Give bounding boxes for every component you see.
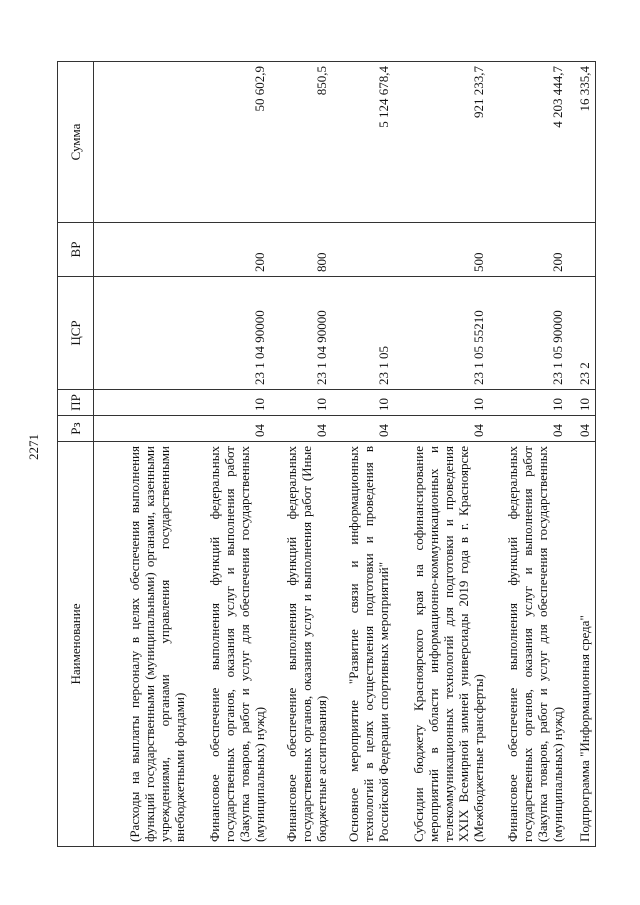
cell-vr [94,223,190,277]
cell-rz: 04 [568,416,596,442]
cell-sum: 5 124 678,4 [332,62,394,223]
cell-sum [94,62,190,223]
cell-rz: 04 [489,416,568,442]
cell-sum: 50 602,9 [190,62,270,223]
cell-vr: 200 [190,223,270,277]
table-body [94,62,596,847]
cell-vr [332,223,394,277]
table-row [270,62,332,847]
cell-vr: 200 [489,223,568,277]
cell-name: Финансовое обеспечение выполнения функций федеральных государственных органов, оказания услуг и выполнения работ (Закупка товаров, работ и услуг для обеспечения государственных (муниципальных) нужд) [489,442,568,847]
page-number: 2271 [26,434,41,460]
cell-csr: 23 1 05 55210 [394,277,489,390]
header-pr: ПР [58,390,94,416]
cell-csr: 23 1 04 90000 [190,277,270,390]
cell-csr [94,277,190,390]
cell-rz [94,416,190,442]
cell-csr: 23 1 05 90000 [489,277,568,390]
table-row [489,62,568,847]
cell-pr [94,390,190,416]
table-row [190,62,270,847]
header-name: Наименование [58,442,94,847]
header-rz: Рз [58,416,94,442]
header-row [58,62,94,847]
cell-name: Подпрограмма "Информационная среда" [568,442,596,847]
header-vr: ВР [58,223,94,277]
cell-rz: 04 [190,416,270,442]
cell-rz: 04 [394,416,489,442]
table-row [394,62,489,847]
cell-sum: 4 203 444,7 [489,62,568,223]
table-row [94,62,190,847]
budget-table [57,61,596,847]
cell-sum: 850,5 [270,62,332,223]
header-csr: ЦСР [58,277,94,390]
budget-table-container [57,62,592,847]
cell-pr: 10 [190,390,270,416]
cell-sum: 921 233,7 [394,62,489,223]
cell-vr: 800 [270,223,332,277]
cell-vr [568,223,596,277]
cell-csr: 23 2 [568,277,596,390]
cell-rz: 04 [270,416,332,442]
cell-csr: 23 1 04 90000 [270,277,332,390]
cell-sum: 16 335,4 [568,62,596,223]
cell-name: Субсидии бюджету Красноярского края на софинансирование мероприятий в области информационно-коммуникационных и телекоммуникационных технологий для подготовки и проведения XXIX Всемирной зимней универсиады 2019 года в г. Красноярске (Межбюджетные трансферты) [394,442,489,847]
header-sum: Сумма [58,62,94,223]
cell-name: (Расходы на выплаты персоналу в целях обеспечения выполнения функций государственными (муниципальными) органами, казенными учреждениями, органами управления государственными внебюджетными фондами) [94,442,190,847]
cell-pr: 10 [270,390,332,416]
cell-vr: 500 [394,223,489,277]
cell-pr: 10 [568,390,596,416]
cell-rz: 04 [332,416,394,442]
cell-pr: 10 [394,390,489,416]
table-header [58,62,94,847]
cell-csr: 23 1 05 [332,277,394,390]
table-row [568,62,596,847]
cell-name: Основное мероприятие "Развитие связи и информационных технологий в целях осуществления подготовки и проведения в Российской Федерации спортивных мероприятий" [332,442,394,847]
cell-pr: 10 [332,390,394,416]
cell-name: Финансовое обеспечение выполнения функций федеральных государственных органов, оказания услуг и выполнения работ (Закупка товаров, работ и услуг для обеспечения государственных (муниципальных) нужд) [190,442,270,847]
cell-name: Финансовое обеспечение выполнения функций федеральных государственных органов, оказания услуг и выполнения работ (Иные бюджетные ассигнования) [270,442,332,847]
table-row [332,62,394,847]
cell-pr: 10 [489,390,568,416]
